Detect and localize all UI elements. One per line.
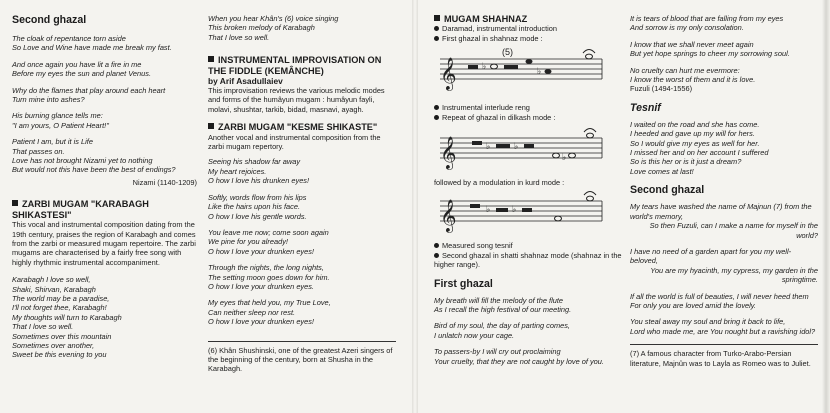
footnote: (6) Khân Shushinski, one of the greatest Azeri singers of the beginning of the century, born at Shusha in the Karabagh. [208,341,396,374]
svg-text:♭: ♭ [537,66,542,77]
svg-text:𝄞: 𝄞 [440,57,457,91]
bullet-icon [434,115,439,120]
poem-line: If all the world is full of beauties, I will never heed them [630,291,809,301]
poem-line: You are my hyacinth, my cypress, my garden in the springtime. [650,265,818,285]
poem-stanza: To passers-by I will cry out proclaiming Your cruelty, that they are not caught by love of you. [434,347,604,366]
footnote: (7) A famous character from Turko-Arabo-Persian literature, Majnûn was to Layla as Romeo was to Juliet. [630,344,818,368]
left-page [0,0,412,413]
program-item: Instrumental interlude reng [434,103,624,112]
right-column-1 [434,14,624,373]
svg-text:♭: ♭ [562,152,567,163]
poem-stanza: You steal away my soul and bring it back to life, Lord who made me, are You nought but a ravishing idol? [630,317,816,336]
right-column-2 [630,14,818,368]
section-heading-improvisation: INSTRUMENTAL IMPROVISATION ON THE FIDDLE (KEMÂNCHE) [208,55,382,76]
poem-stanza: And once again you have lit a fire in me Before my eyes the sun and planet Venus. [12,59,152,79]
bullet-icon [434,253,439,258]
section-square-icon [12,200,18,206]
poem-stanza: His burning glance tells me: "I am yours, O Patient Heart!" [12,111,109,130]
poem-stanza: The cloak of repentance torn aside So Love and Wine have made me break my fast. [12,34,172,53]
second-ghazal-heading: Second ghazal [12,14,87,26]
svg-text:♭: ♭ [486,141,491,152]
poem-line: For only you are loved amid the lovely. [630,300,756,310]
svg-text:𝄞: 𝄞 [440,136,457,170]
svg-text:♭: ♭ [486,204,491,215]
section-square-icon [434,15,440,21]
poem-stanza: It is tears of blood that are falling from my eyes And sorrow is my only consolation. [630,14,784,33]
poem-line: So then Fuzuli, can I make a name for myself in the world? [649,221,818,240]
poem-stanza: My eyes that held you, my True Love, Can neither sleep nor rest. O how I love your drunken eyes! [208,298,331,327]
program-item: First ghazal in shahnaz mode : [434,34,624,43]
tesnif-heading: Tesnif [630,101,661,114]
poem-line: I have no need of a garden apart for you my well-beloved, [630,246,792,266]
song-lyrics: Karabagh I love so well, Shaki, Shirvan, Karabagh The world may be a paradise, I'll not forget thee, Karabagh! My thoughts will turn to Karabagh That I love so well. Sometimes over this mountain Sometimes over another, Sweet be this evening to you [12,275,122,360]
section-square-icon [208,56,214,62]
poem-stanza: Bird of my soul, the day of parting comes, I unlatch now your cage. [434,321,570,340]
program-item: Repeat of ghazal in dilkash mode : [434,113,624,122]
right-page [418,0,830,413]
bullet-icon [434,105,439,110]
poem-stanza: My breath will fill the melody of the flute As I recall the high festival of our meeting. [434,295,572,315]
poem-stanza: I waited on the road and she has come. I heeded and gave up my will for hers. So I would give my eyes as well for her. I missed her and on her account I suffered So is this her or is it just a dream? Love comes at last! [630,119,769,176]
poem-stanza: Seeing his shadow far away My heart rejoices. O how I love his drunken eyes! [208,157,310,186]
poem-line: My tears have washed the name of Majnun (7) from the world's memory, [630,202,812,221]
section-text: This improvisation reviews the various melodic modes and forms of the humâyun mugam : humâyun fayli, molavi, shushtar, tarkib, bidad, masnavi, ayagh. [208,86,385,114]
section-text: Another vocal and instrumental composition from the zarbi mugam repertory. [208,132,381,152]
section-heading-shahnaz: MUGAM SHAHNAZ [434,14,624,24]
poem-stanza: Patient I am, but it is Life That passes on. Love has not brought Nizami yet to nothing But would not this have been the best of endings? [12,137,176,175]
first-ghazal-heading: First ghazal [434,277,493,290]
music-staff-1 [434,43,604,103]
music-staff-2 [434,122,604,178]
bullet-icon [434,26,439,31]
poem-stanza: Why do the flames that play around each heart Turn mine into ashes? [12,85,166,105]
left-column-1 [12,14,197,367]
svg-text:♭: ♭ [512,204,517,215]
poem-stanza: Softly, words flow from his lips Like the hairs upon his face. O how I love his gentle words. [208,192,307,221]
section-text: This vocal and instrumental composition dating from the 19th century, praises the region of Karabagh and comes from the zarbi or measured mugam repertoire. The zarbi mugams are characterised by a fairly free song with highly rhythmic instrumental accompaniment. [12,220,196,267]
svg-text:♭: ♭ [482,61,487,72]
section-heading-kesme: ZARBI MUGAM "KESME SHIKASTE" [208,122,396,132]
svg-text:(5): (5) [502,47,513,58]
bullet-icon [434,36,439,41]
section-byline: by Arif Asadullaiev [208,76,283,87]
poem-stanza: You leave me now; come soon again We pine for you already! O how I love your drunken eyes! [208,227,329,256]
music-staff-3 [434,189,604,241]
svg-text:𝄞: 𝄞 [440,199,457,233]
svg-text:♭: ♭ [514,141,519,152]
section-heading-karabagh: ZARBI MUGAM "KARABAGH SHIKASTESI" [12,199,149,220]
poem-stanza: When you hear Khân's (6) voice singing This broken melody of Karabagh That I love so well. [208,14,339,42]
poem-stanza: No cruelty can hurt me evermore: I know the worst of them and it is love. [630,65,756,85]
bullet-icon [434,243,439,248]
program-item: Daramad, instrumental introduction [434,24,624,33]
program-item: Second ghazal in shatti shahnaz mode (shahnaz in the higher range). [434,250,622,270]
modulation-note: followed by a modulation in kurd mode : [434,178,565,188]
poem-stanza: Through the nights, the long nights, The setting moon goes down for him. O how I love your drunken eyes. [208,263,330,291]
poem-stanza: I know that we shall never meet again But yet hope springs to cheer my sorrowing soul. [630,39,790,59]
poem-attribution: Nizami (1140-1209) [132,177,197,187]
left-column-2 [208,14,396,374]
poem-attribution: Fuzuli (1494-1556) [630,84,693,94]
second-ghazal-heading: Second ghazal [630,184,705,197]
program-item: Measured song tesnif [434,241,624,250]
section-square-icon [208,123,214,129]
